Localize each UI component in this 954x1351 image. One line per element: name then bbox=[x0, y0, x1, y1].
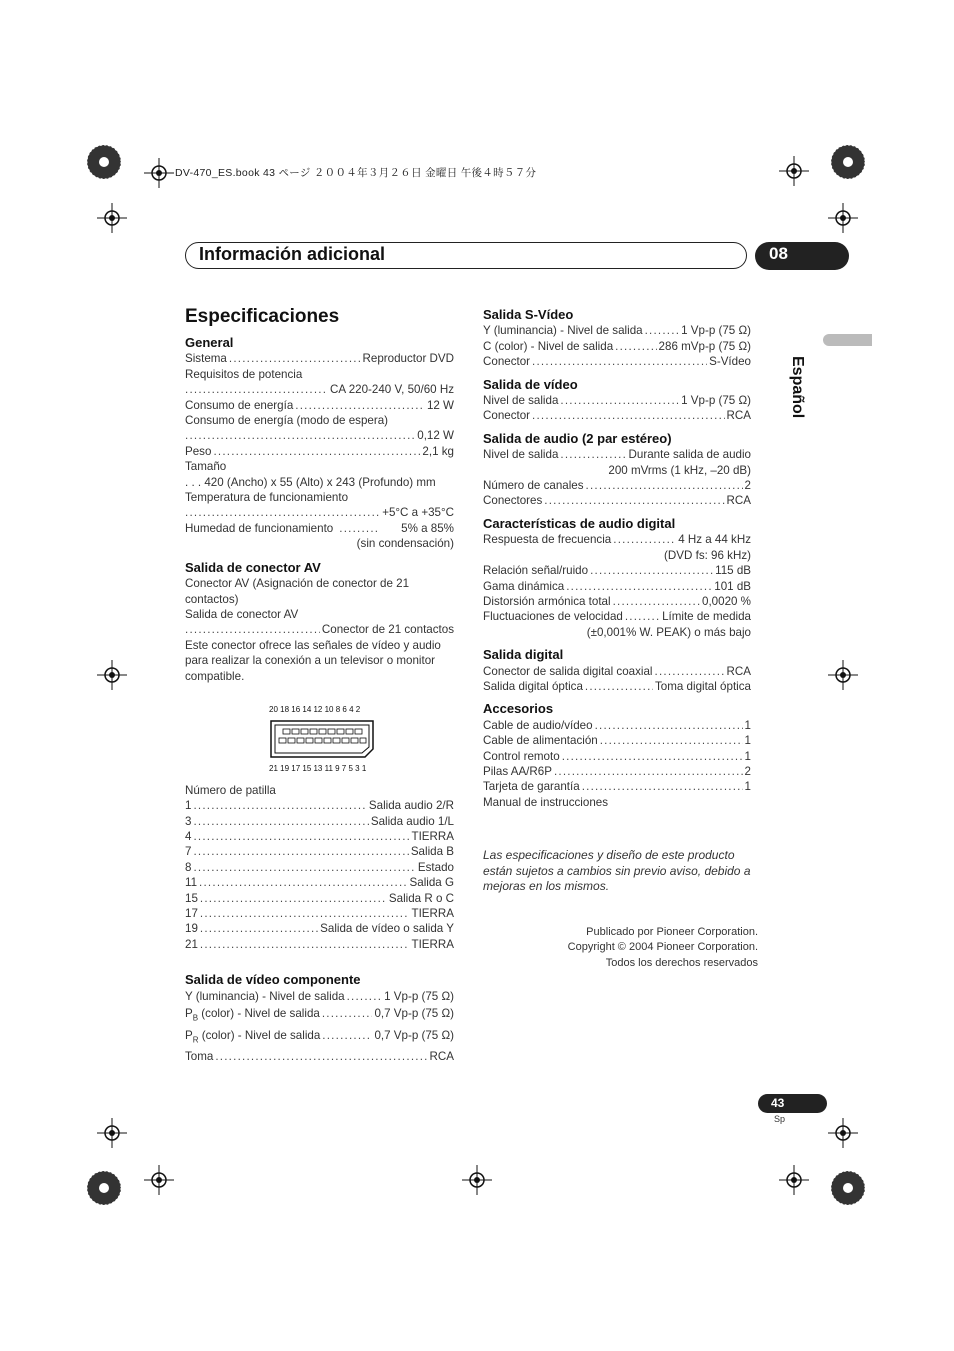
spec-row: . . . CA 220-240 V, 50/60 Hz bbox=[185, 382, 454, 397]
registration-mark-top-left bbox=[84, 142, 124, 182]
section-heading: Salida de vídeo componente bbox=[185, 972, 361, 988]
spec-row: 17 . . . TIERRA bbox=[185, 906, 454, 921]
spec-row: 15 . . . Salida R o C bbox=[185, 891, 454, 906]
section-heading: Accesorios bbox=[483, 701, 554, 717]
crosshair-mark bbox=[828, 660, 858, 690]
spec-row: Consumo de energía . . . 12 W bbox=[185, 398, 454, 413]
section-heading: Salida de conector AV bbox=[185, 559, 321, 575]
crosshair-mark bbox=[97, 203, 127, 233]
spec-row: Y (luminancia) - Nivel de salida . . . 1 Vp-p (75 Ω) bbox=[483, 323, 751, 338]
chapter-title: Información adicional bbox=[199, 244, 386, 264]
accessories-list bbox=[483, 718, 751, 795]
section-heading: Características de audio digital bbox=[483, 515, 676, 531]
scart-connector-diagram bbox=[269, 702, 381, 777]
section-heading: Salida S-Vídeo bbox=[483, 307, 574, 322]
registration-mark-top-right bbox=[828, 142, 868, 182]
spec-note: (sin condensación) bbox=[356, 537, 454, 551]
page-number: 43 bbox=[758, 1094, 827, 1113]
spec-row: Conectores . . . RCA bbox=[483, 493, 751, 508]
crosshair-mark bbox=[97, 1118, 127, 1148]
language-tab bbox=[823, 334, 872, 346]
spec-row: Número de canales . . . 2 bbox=[483, 478, 751, 493]
publisher-block bbox=[483, 925, 758, 972]
crosshair-mark bbox=[828, 1118, 858, 1148]
pin-numbers-bottom: 21 19 17 15 13 11 9 7 5 3 1 bbox=[269, 764, 367, 774]
spec-row: 21 . . . TIERRA bbox=[185, 937, 454, 952]
spec-row: Tarjeta de garantía . . . 1 bbox=[483, 779, 751, 794]
pin-numbers-top: 20 18 16 14 12 10 8 6 4 2 bbox=[269, 704, 361, 714]
section-heading: Salida de audio (2 par estéreo) bbox=[483, 430, 672, 446]
publisher-line: Publicado por Pioneer Corporation. bbox=[586, 925, 758, 938]
spec-row: 1 . . . Salida audio 2/R bbox=[185, 798, 454, 813]
spec-row: $P_R$ (color) - Nivel de salida . . . 0,7 Vp-p (75 Ω) bbox=[185, 1028, 454, 1048]
language-label: Español bbox=[789, 356, 806, 419]
spec-label: Consumo de energía (modo de espera) bbox=[185, 414, 389, 428]
crosshair-mark bbox=[779, 1165, 809, 1195]
scart-connector-icon bbox=[269, 719, 377, 759]
spec-label: Tamaño bbox=[185, 460, 227, 474]
spec-row: Humedad de funcionamiento . . . 5% a 85% bbox=[185, 521, 454, 536]
spec-row: $P_B$ (color) - Nivel de salida . . . 0,7 Vp-p (75 Ω) bbox=[185, 1006, 454, 1026]
spec-description: Este conector ofrece las señales de vídeo y audio para realizar la conexión a un televisor o monitor compatible. bbox=[185, 638, 441, 683]
spec-value: . . . 420 (Ancho) x 55 (Alto) x 243 (Profundo) mm bbox=[185, 475, 436, 489]
spec-text: Salida de conector AV bbox=[185, 607, 299, 621]
pin-list bbox=[185, 798, 454, 952]
spec-row: 8 . . . Estado bbox=[185, 860, 454, 875]
spec-text: Conector AV (Asignación de conector de 21 contactos) bbox=[185, 577, 410, 606]
spec-label: Requisitos de potencia bbox=[185, 367, 303, 381]
spec-row: Salida digital óptica . . . Toma digital óptica bbox=[483, 679, 751, 694]
spec-row: 19 . . . Salida de vídeo o salida Y bbox=[185, 921, 454, 936]
crosshair-mark bbox=[828, 203, 858, 233]
spec-row: Relación señal/ruido . . . 115 dB bbox=[483, 563, 751, 578]
spec-label: Temperatura de funcionamiento bbox=[185, 491, 349, 505]
chapter-number: 08 bbox=[755, 242, 849, 270]
registration-mark-bottom-right bbox=[828, 1168, 868, 1208]
spec-value: 200 mVrms (1 kHz, –20 dB) bbox=[608, 463, 751, 477]
spec-row: 7 . . . Salida B bbox=[185, 844, 454, 859]
spec-row: 4 . . . TIERRA bbox=[185, 829, 454, 844]
spec-value: (DVD fs: 96 kHz) bbox=[664, 548, 751, 562]
spec-value: (±0,001% W. PEAK) o más bajo bbox=[586, 625, 751, 639]
section-heading: General bbox=[185, 335, 234, 350]
spec-row: 11 . . . Salida G bbox=[185, 875, 454, 890]
crosshair-mark bbox=[97, 660, 127, 690]
file-header: DV-470_ES.book 43 ページ ２００４年３月２６日 金曜日 午後４時５７分 bbox=[175, 167, 537, 179]
rights-line: Todos los derechos reservados bbox=[605, 956, 758, 969]
copyright-line: Copyright © 2004 Pioneer Corporation. bbox=[567, 941, 758, 954]
spec-row: Peso . . . 2,1 kg bbox=[185, 444, 454, 459]
section-heading: Salida digital bbox=[483, 647, 564, 663]
crosshair-mark bbox=[462, 1165, 492, 1195]
spec-row: Cable de audio/vídeo . . . 1 bbox=[483, 718, 751, 733]
spec-row: Y (luminancia) - Nivel de salida . . . 1 Vp-p (75 Ω) bbox=[185, 989, 454, 1004]
left-column bbox=[185, 335, 454, 1065]
section-heading: Salida de vídeo bbox=[483, 376, 578, 392]
spec-row: Sistema . . . Reproductor DVD bbox=[185, 351, 454, 366]
crosshair-mark bbox=[144, 1165, 174, 1195]
spec-row: Conector de salida digital coaxial . . . RCA bbox=[483, 664, 751, 679]
page-language: Sp bbox=[774, 1114, 786, 1124]
spec-row: Cable de alimentación . . . 1 bbox=[483, 733, 751, 748]
registration-mark-bottom-left bbox=[84, 1168, 124, 1208]
crosshair-mark bbox=[144, 158, 174, 188]
spec-row: Fluctuaciones de velocidad . . . Límite de medida bbox=[483, 609, 751, 624]
crosshair-mark bbox=[779, 156, 809, 186]
spec-row: Toma . . . RCA bbox=[185, 1049, 454, 1064]
spec-row: Control remoto . . . 1 bbox=[483, 749, 751, 764]
spec-row: Conector . . . RCA bbox=[483, 408, 751, 423]
right-column bbox=[483, 307, 758, 971]
spec-row: Nivel de salida . . . Durante salida de audio bbox=[483, 447, 751, 462]
spec-row: 3 . . . Salida audio 1/L bbox=[185, 814, 454, 829]
spec-row: Conector . . . S-Vídeo bbox=[483, 354, 751, 369]
spec-row: Distorsión armónica total . . . 0,0020 % bbox=[483, 594, 751, 609]
spec-row: . . . Conector de 21 contactos bbox=[185, 622, 454, 637]
spec-row: . . . 0,12 W bbox=[185, 428, 454, 443]
spec-row: Nivel de salida . . . 1 Vp-p (75 Ω) bbox=[483, 393, 751, 408]
spec-row: Gama dinámica . . . 101 dB bbox=[483, 579, 751, 594]
accessory-item: Manual de instrucciones bbox=[483, 795, 609, 809]
spec-row: Respuesta de frecuencia . . . 4 Hz a 44 kHz bbox=[483, 532, 751, 547]
spec-row: . . . +5°C a +35°C bbox=[185, 505, 454, 520]
spec-row: C (color) - Nivel de salida . . . 286 mVp-p (75 Ω) bbox=[483, 339, 751, 354]
page-title: Especificaciones bbox=[185, 306, 340, 327]
spec-row: Pilas AA/R6P . . . 2 bbox=[483, 764, 751, 779]
pin-header: Número de patilla bbox=[185, 783, 276, 797]
notice-text: Las especificaciones y diseño de este producto están sujetos a cambios sin previo aviso, debido a mejoras en los mismos. bbox=[483, 848, 751, 894]
